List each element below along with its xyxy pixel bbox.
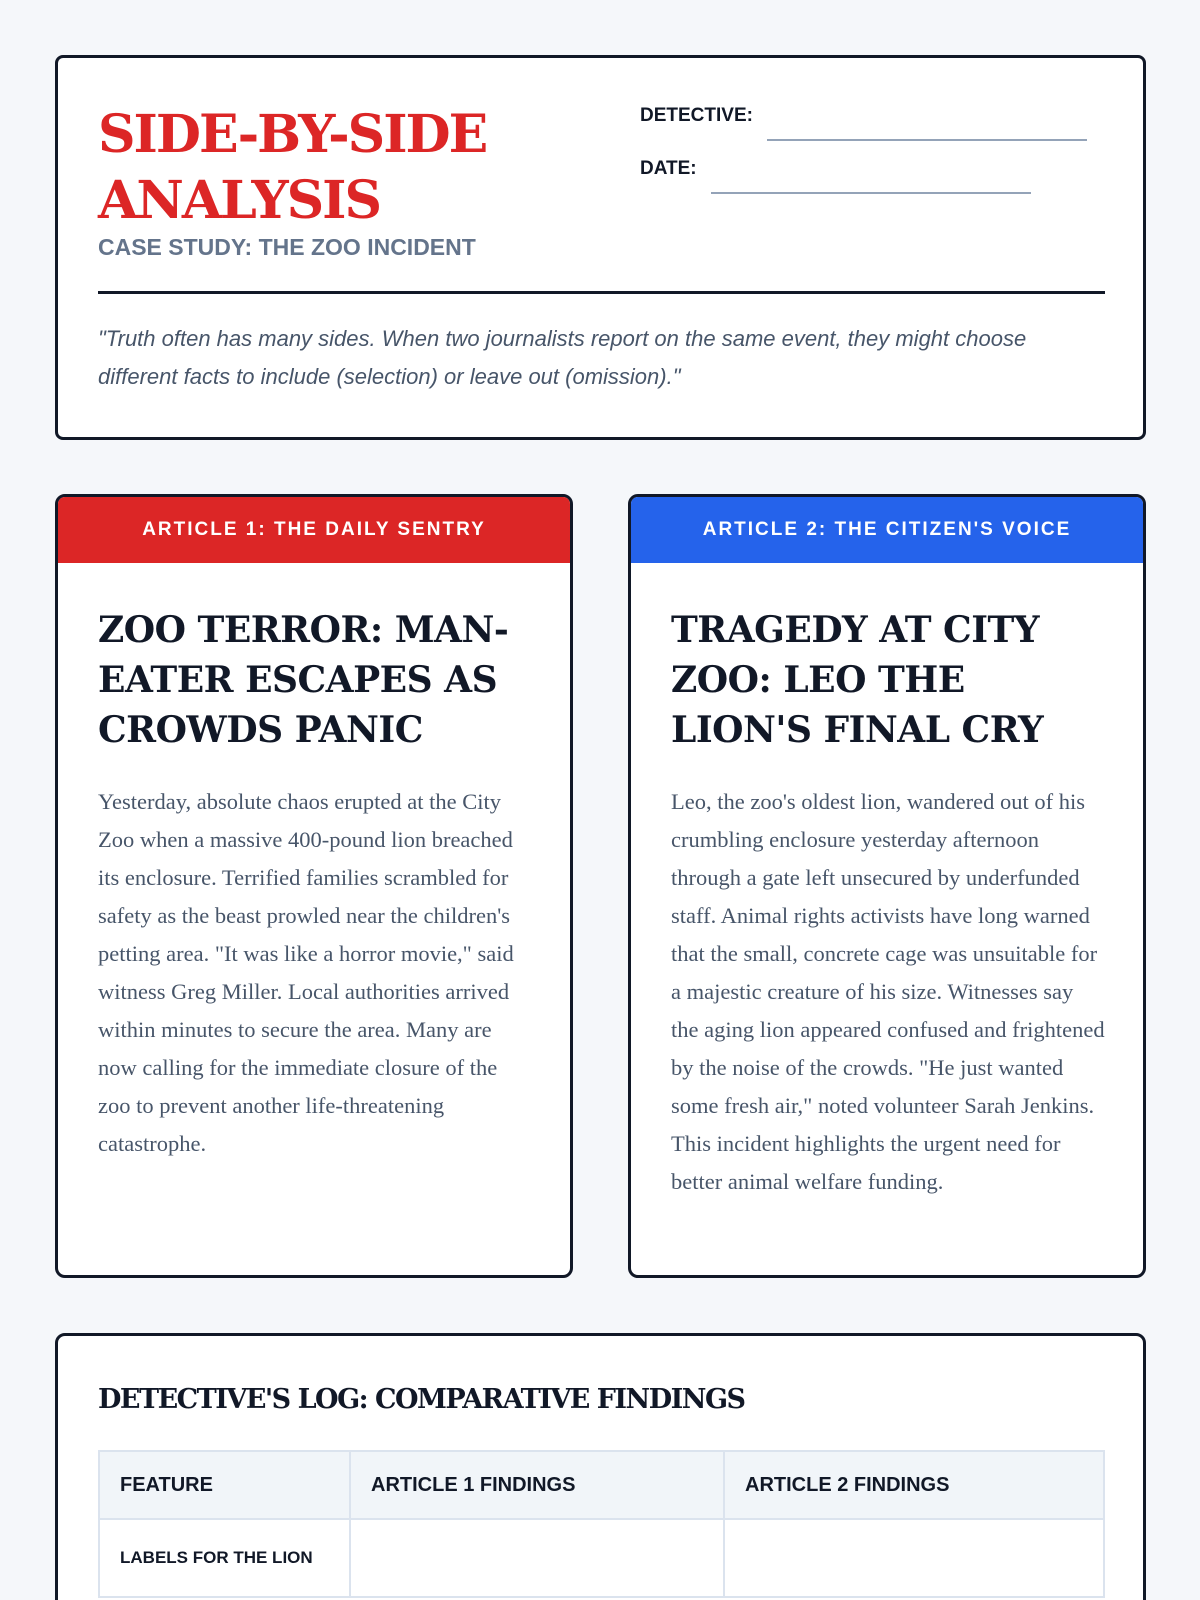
column-header-article-1: ARTICLE 1 FINDINGS: [350, 1451, 724, 1519]
article-2-card: [628, 494, 1146, 1278]
detective-label: DETECTIVE:: [640, 105, 753, 126]
header-divider: [98, 291, 1105, 294]
log-title: DETECTIVE'S LOG: COMPARATIVE FINDINGS: [98, 1384, 745, 1415]
article-1-tag: ARTICLE 1: THE DAILY SENTRY: [58, 497, 570, 563]
detective-field: [640, 105, 1087, 127]
date-field: [640, 158, 1031, 180]
article-2-findings-cell[interactable]: [724, 1519, 1104, 1597]
article-2-headline: TRAGEDY AT CITY ZOO: LEO THE LION'S FINAL CRY: [671, 609, 1044, 751]
case-study-subtitle: CASE STUDY: THE ZOO INCIDENT: [98, 234, 476, 260]
date-label: DATE:: [640, 158, 697, 179]
column-header-article-2: ARTICLE 2 FINDINGS: [724, 1451, 1104, 1519]
date-input-line[interactable]: [711, 192, 1031, 194]
column-header-feature: FEATURE: [99, 1451, 350, 1519]
feature-cell: LABELS FOR THE LION: [99, 1519, 350, 1597]
comparison-table: [98, 1450, 1105, 1598]
table-row: [99, 1519, 1104, 1597]
article-1-body: Yesterday, absolute chaos erupted at the City Zoo when a massive 400-pound lion breached its enclosure. Terrified families scrambled for safety as the beast prowled near the children's petting area. "It was like a horror movie," said witness Greg Miller. Local authorities arrived within minutes to secure the area. Many are now calling for the immediate closure of the zoo to prevent another life-threatening catastrophe.: [98, 789, 514, 1156]
article-2-tag: ARTICLE 2: THE CITIZEN'S VOICE: [631, 497, 1143, 563]
article-1-card: [55, 494, 573, 1278]
article-1-headline: ZOO TERROR: MAN-EATER ESCAPES AS CROWDS PANIC: [98, 609, 509, 751]
article-1-findings-cell[interactable]: [350, 1519, 724, 1597]
page-title: SIDE-BY-SIDE ANALYSIS: [98, 104, 487, 231]
detective-log: [55, 1333, 1146, 1600]
worksheet-header: [55, 55, 1146, 440]
detective-input-line[interactable]: [767, 139, 1087, 141]
table-header-row: [99, 1451, 1104, 1519]
intro-quote: "Truth often has many sides. When two journalists report on the same event, they might choose different facts to include (selection) or leave out (omission).": [98, 326, 1027, 389]
article-2-body: Leo, the zoo's oldest lion, wandered out of his crumbling enclosure yesterday afternoon through a gate left unsecured by underfunded staff. Animal rights activists have long warned that the small, concrete cage was unsuitable for a majestic creature of his size. Witnesses say the aging lion appeared confused and frightened by the noise of the crowds. "He just wanted some fresh air," noted volunteer Sarah Jenkins. This incident highlights the urgent need for better animal welfare funding.: [671, 789, 1105, 1194]
